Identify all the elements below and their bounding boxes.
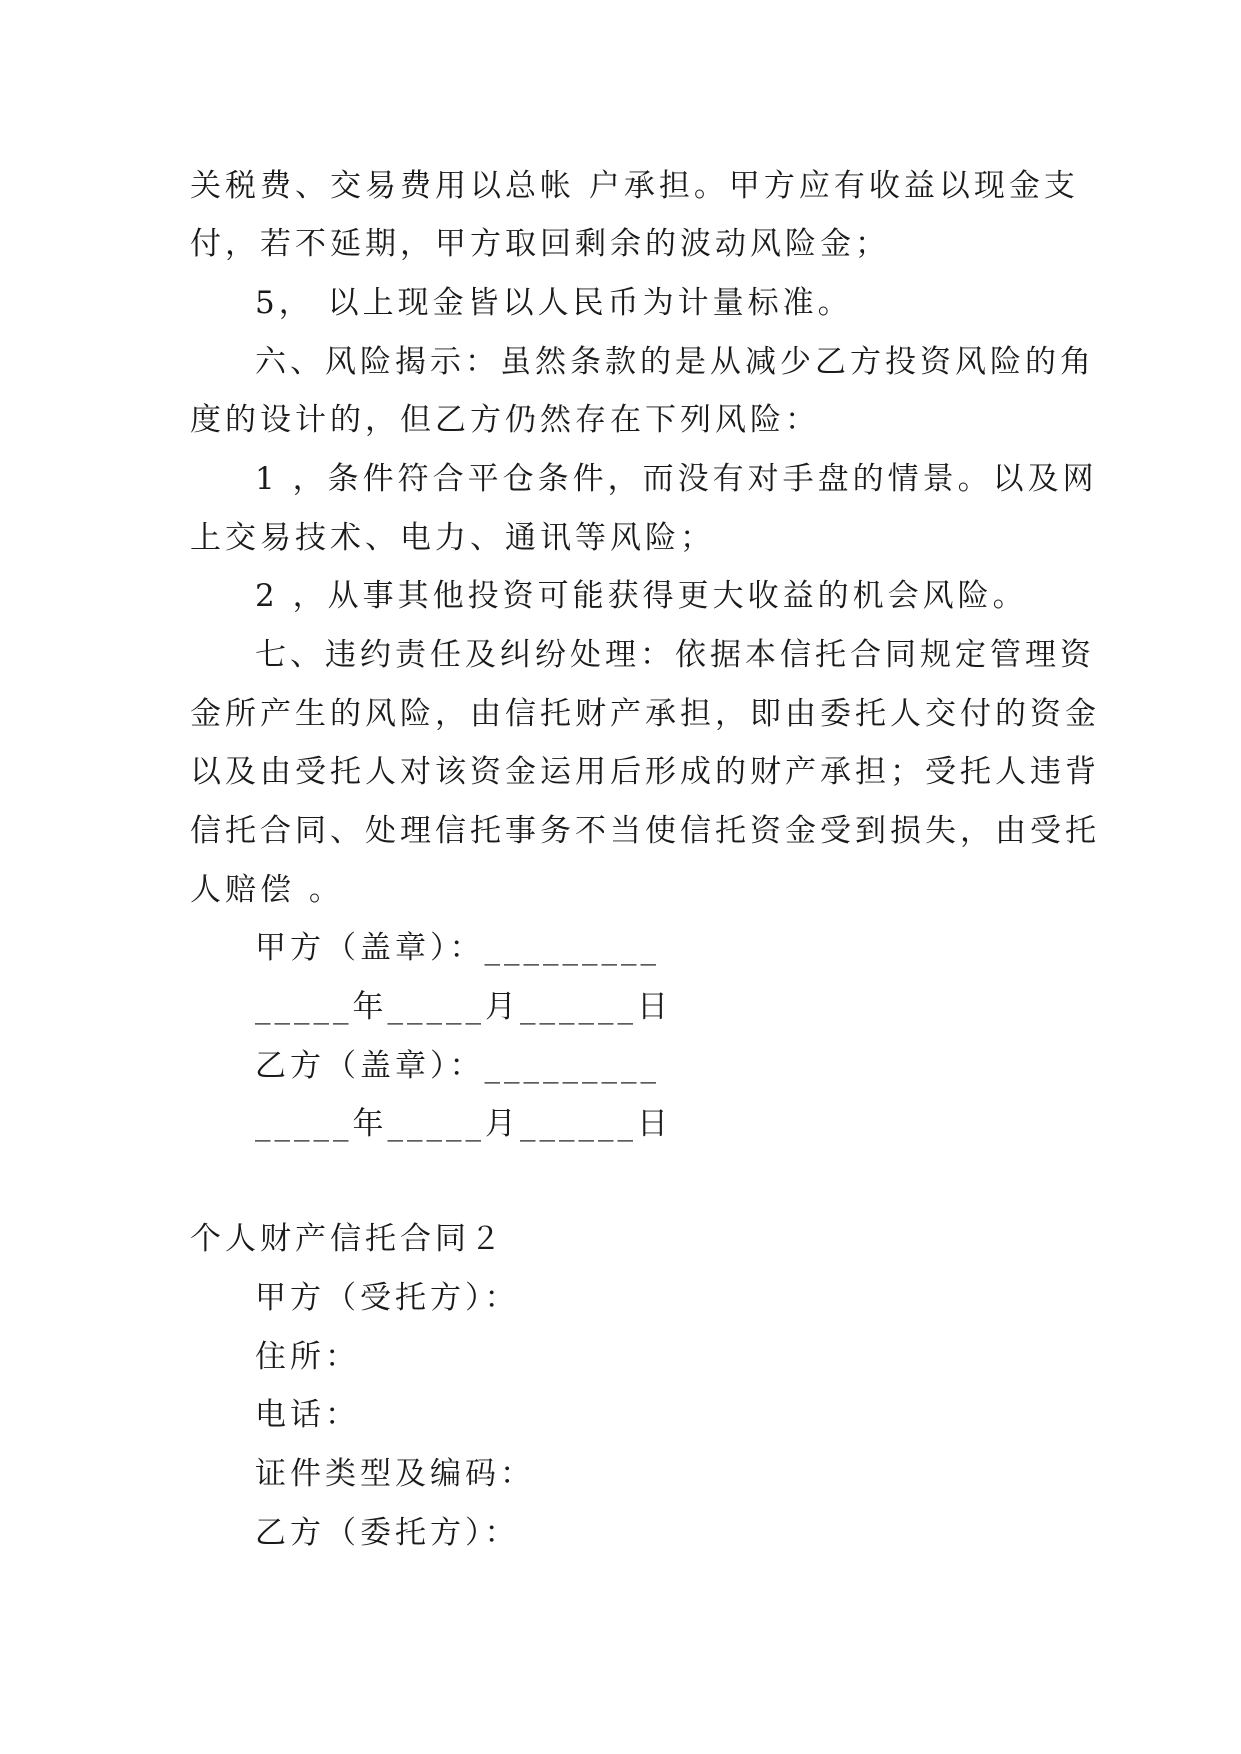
contract-title: 个人财产信托合同２ [190,1221,505,1257]
field-address: 住所： [255,1339,360,1375]
field-party-b: 乙方（委托方）： [255,1515,520,1551]
signature-party-a: 甲方（盖章）：_________ [255,930,660,966]
paragraph-line: 1 ，条件符合平仓条件，而没有对手盘的情景。以及网 [255,461,1098,497]
field-phone: 电话： [255,1397,360,1433]
paragraph-line: 信托合同、处理信托事务不当使信托资金受到损失，由受托 [190,813,1100,849]
paragraph-line: 5， 以上现金皆以人民币为计量标准。 [255,285,853,321]
paragraph-line: 上交易技术、电力、通讯等风险； [190,520,715,556]
signature-date-a: _____年_____月______日 [255,989,672,1025]
field-id-type: 证件类型及编码： [255,1456,535,1492]
paragraph-line: 关税费、交易费用以总帐 户承担。甲方应有收益以现金支 [190,168,1079,204]
signature-date-b: _____年_____月______日 [255,1106,672,1142]
paragraph-line: 六、风险揭示：虽然条款的是从减少乙方投资风险的角 [255,344,1095,380]
paragraph-line: 付，若不延期，甲方取回剩余的波动风险金； [190,226,890,262]
signature-party-b: 乙方（盖章）：_________ [255,1048,660,1084]
paragraph-line: 度的设计的，但乙方仍然存在下列风险： [190,402,820,438]
paragraph-line: 2 ，从事其他投资可能获得更大收益的机会风险。 [255,578,1028,614]
paragraph-line: 金所产生的风险，由信托财产承担，即由委托人交付的资金 [190,696,1100,732]
field-party-a: 甲方（受托方）： [255,1280,520,1316]
paragraph-line: 人赔偿 。 [190,872,344,908]
paragraph-line: 七、违约责任及纠纷处理：依据本信托合同规定管理资 [255,637,1095,673]
paragraph-line: 以及由受托人对该资金运用后形成的财产承担；受托人违背 [190,754,1100,790]
